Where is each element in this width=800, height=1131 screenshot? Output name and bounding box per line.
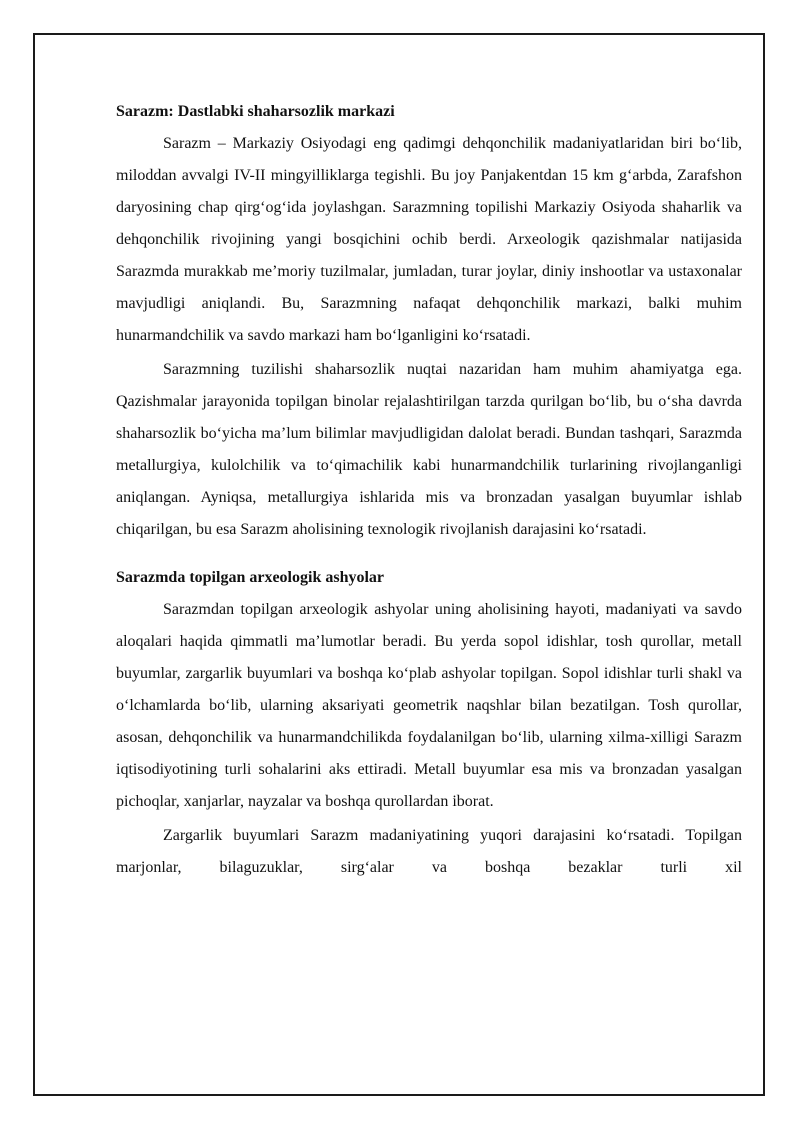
section-heading-sarazm-urban-center: Sarazm: Dastlabki shaharsozlik markazi [116, 103, 395, 120]
section-heading-archaeological-finds: Sarazmda topilgan arxeologik ashyolar [116, 569, 385, 586]
paragraph: Sarazmdan topilgan arxeologik ashyolar uning aholisining hayoti, madaniyati va savdo aloqalari haqida qimmatli ma’lumotlar beradi. Bu yerda sopol idishlar, tosh qurollar, metall buyumlar, zargarlik buyumlari va boshqa ko‘plab ashyolar topilgan. Sopol idishlar turli shakl va o‘lchamlarda bo‘lib, ularning aksariyati geometrik naqshlar bilan bezatilgan. Tosh qurollar, asosan, dehqonchilik va hunarmandchilikda foydalanilgan bo‘lib, ularning xilma-xilligi Sarazm iqtisodiyotining turli sohalarini aks ettiradi. Metall buyumlar esa mis va bronzadan yasalgan pichoqlar, xanjarlar, nayzalar va boshqa qurollardan iborat. [116, 601, 742, 810]
paragraph: Sarazmning tuzilishi shaharsozlik nuqtai nazaridan ham muhim ahamiyatga ega. Qazishmalar jarayonida topilgan binolar rejalashtirilgan tarzda qurilgan bo‘lib, bu o‘sha davrda shaharsozlik bo‘yicha ma’lum bilimlar mavjudligidan dalolat beradi. Bundan tashqari, Sarazmda metallurgiya, kulolchilik va to‘qimachilik kabi hunarmandchilik turlarining rivojlanganligi aniqlangan. Ayniqsa, metallurgiya ishlarida mis va bronzadan yasalgan buyumlar ishlab chiqarilgan, bu esa Sarazm aholisining texnologik rivojlanish darajasini ko‘rsatadi. [116, 361, 742, 538]
document-body [116, 96, 742, 886]
paragraph: Zargarlik buyumlari Sarazm madaniyatining yuqori darajasini ko‘rsatadi. Topilgan marjonlar, bilaguzuklar, sirg‘alar va boshqa bezaklar turli xil [116, 827, 742, 876]
paragraph: Sarazm – Markaziy Osiyodagi eng qadimgi dehqonchilik madaniyatlaridan biri bo‘lib, miloddan avvalgi IV-II mingyilliklarga tegishli. Bu joy Panjakentdan 15 km g‘arbda, Zarafshon daryosining chap qirg‘og‘ida joylashgan. Sarazmning topilishi Markaziy Osiyoda shaharlik va dehqonchilik rivojining yangi bosqichini ochib berdi. Arxeologik qazishmalar natijasida Sarazmda murakkab me’moriy tuzilmalar, jumladan, turar joylar, diniy inshootlar va ustaxonalar mavjudligi aniqlandi. Bu, Sarazmning nafaqat dehqonchilik markazi, balki muhim hunarmandchilik va savdo markazi ham bo‘lganligini ko‘rsatadi. [116, 135, 742, 344]
